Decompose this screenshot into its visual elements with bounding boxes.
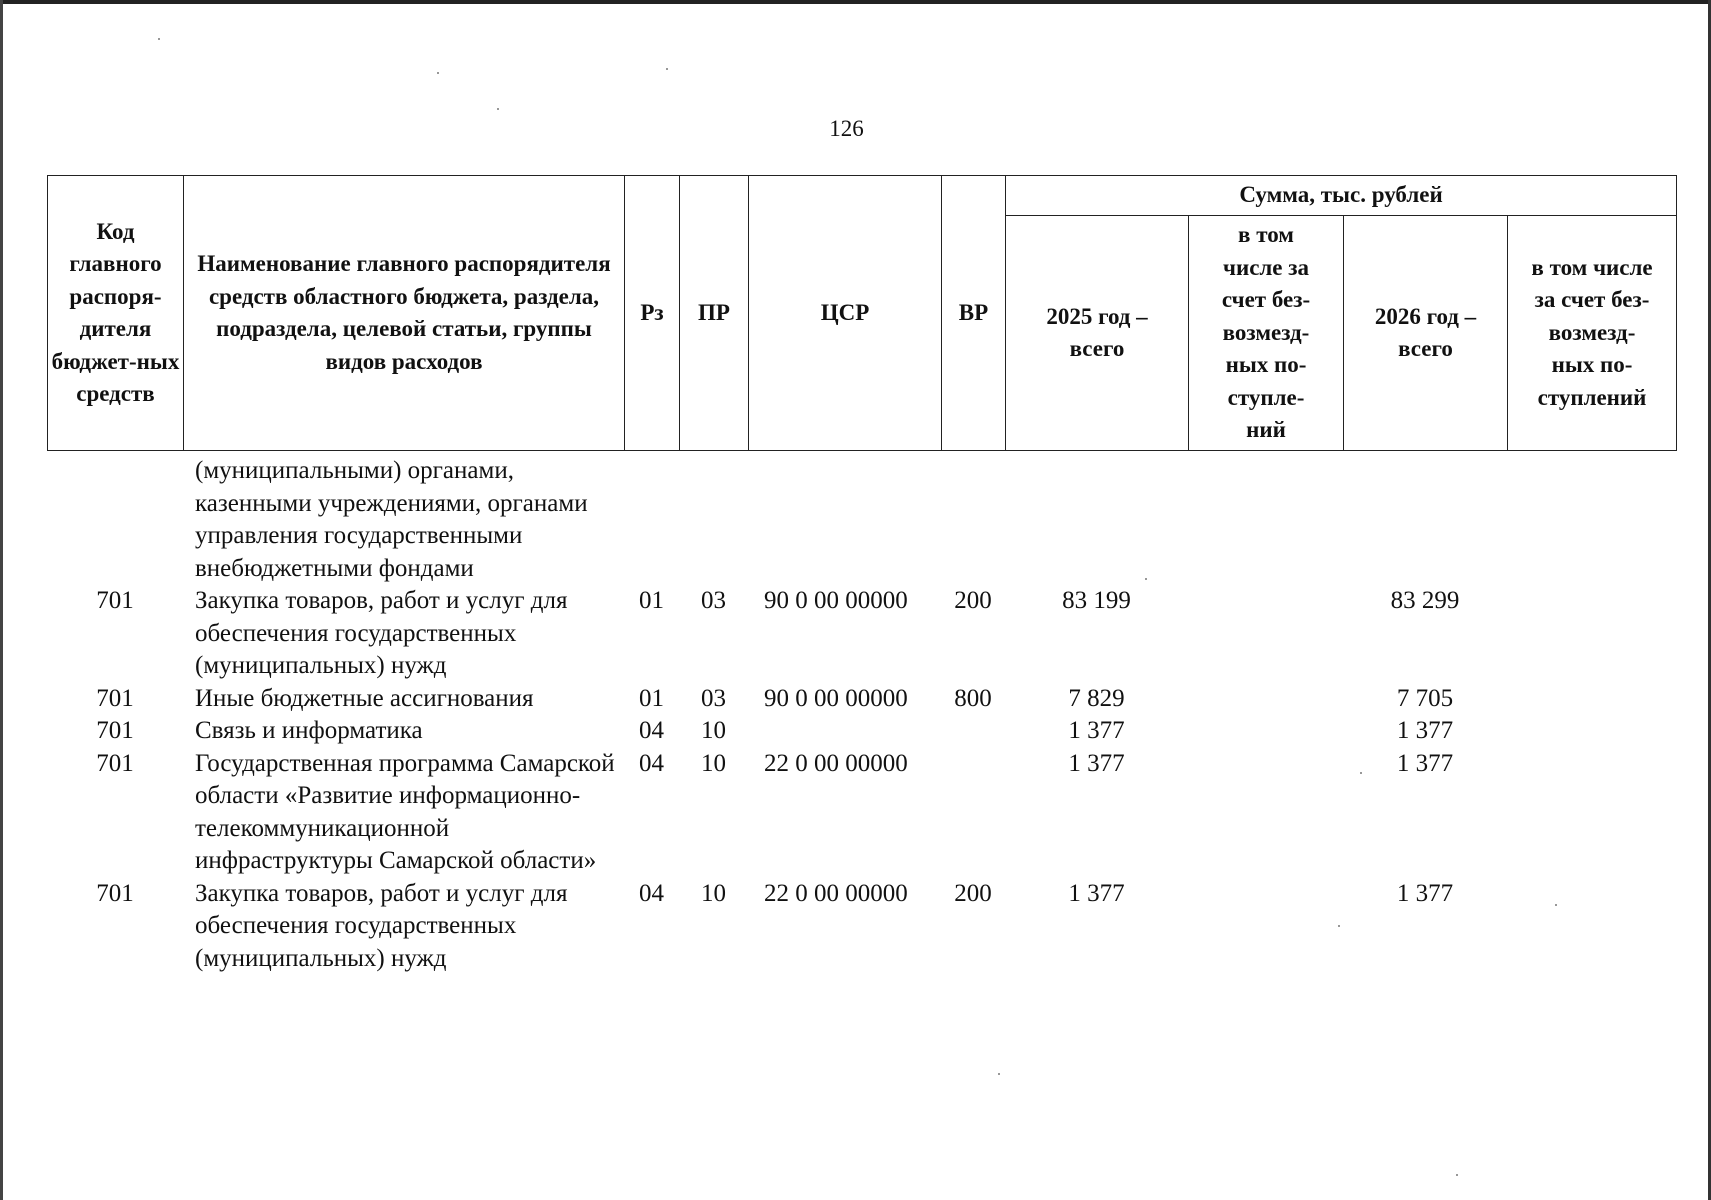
row-code: 701 bbox=[96, 684, 134, 712]
row-csr: 90 0 00 00000 bbox=[764, 684, 908, 712]
row-2025-grants bbox=[1188, 748, 1343, 878]
row-2025-grants bbox=[1188, 585, 1343, 683]
row-name: Государственная программа Самарской области «Развитие информационно-телекоммуникационной инфраструктуры Самарской области» bbox=[195, 749, 615, 874]
row-2026-total: 1 377 bbox=[1396, 749, 1454, 777]
row-rz: 01 bbox=[639, 587, 664, 614]
row-2026-total bbox=[1343, 455, 1507, 585]
scan-speck bbox=[1145, 578, 1147, 580]
scan-edge-top bbox=[0, 0, 1711, 4]
row-rz: 04 bbox=[639, 749, 664, 777]
row-2026-grants bbox=[1507, 878, 1676, 976]
row-pr: 03 bbox=[701, 684, 726, 712]
scan-speck bbox=[158, 38, 160, 40]
row-name: Закупка товаров, работ и услуг для обеспечения государственных (муниципальных) нужд bbox=[195, 879, 568, 972]
header-pr: ПР bbox=[680, 176, 749, 451]
row-csr: 22 0 00 00000 bbox=[764, 749, 908, 777]
scan-speck bbox=[1360, 772, 1362, 774]
row-pr: 10 bbox=[701, 717, 726, 744]
row-name: (муниципальными) органами, казенными учреждениями, органами управления государственными внебюджетными фондами bbox=[195, 457, 588, 582]
header-2026-total: 2026 год – всего bbox=[1344, 216, 1508, 451]
row-2026-grants bbox=[1507, 455, 1676, 585]
scan-speck bbox=[1555, 904, 1557, 906]
row-2026-total: 1 377 bbox=[1396, 717, 1454, 744]
page-number: 126 bbox=[829, 116, 864, 141]
row-2025-total: 83 199 bbox=[1062, 587, 1131, 614]
row-2026-total: 83 299 bbox=[1390, 587, 1460, 614]
scan-speck bbox=[1456, 1174, 1458, 1176]
header-2026-grants: в том числе за счет без-возмезд-ных по-ступлений bbox=[1508, 216, 1677, 451]
row-vr: 800 bbox=[954, 684, 992, 712]
row-2026-grants bbox=[1507, 585, 1676, 683]
header-vr: ВР bbox=[942, 176, 1006, 451]
row-2025-total: 7 829 bbox=[1068, 684, 1125, 712]
row-name: Закупка товаров, работ и услуг для обеспечения государственных (муниципальных) нужд bbox=[195, 587, 568, 679]
row-rz: 01 bbox=[639, 684, 664, 712]
row-csr: 22 0 00 00000 bbox=[764, 879, 908, 907]
table-header bbox=[47, 175, 1677, 451]
row-2025-grants bbox=[1188, 878, 1343, 976]
table-body bbox=[47, 455, 1676, 975]
row-pr: 10 bbox=[701, 879, 726, 907]
row-2026-grants bbox=[1507, 683, 1676, 716]
row-pr: 10 bbox=[701, 749, 726, 777]
row-vr bbox=[941, 455, 1005, 585]
header-name: Наименование главного распорядителя средств областного бюджета, раздела, подраздела, целевой статьи, группы видов расходов bbox=[184, 176, 625, 451]
table-row bbox=[47, 683, 1676, 716]
row-csr bbox=[748, 455, 941, 585]
row-2025-total bbox=[1005, 455, 1188, 585]
scan-edge-left bbox=[0, 0, 3, 1200]
header-rz: Рз bbox=[625, 176, 680, 451]
row-2025-grants bbox=[1188, 715, 1343, 748]
row-code: 701 bbox=[96, 587, 134, 614]
row-pr bbox=[679, 455, 748, 585]
row-vr: 200 bbox=[954, 587, 992, 614]
header-code: Код главного распоря-дителя бюджет-ных средств bbox=[48, 176, 184, 451]
row-vr: 200 bbox=[954, 879, 992, 907]
header-sum-group: Сумма, тыс. рублей bbox=[1006, 176, 1677, 216]
header-2025-total: 2025 год – всего bbox=[1006, 216, 1189, 451]
table-row bbox=[47, 585, 1676, 683]
row-code: 701 bbox=[96, 749, 134, 777]
scan-speck bbox=[1338, 925, 1340, 927]
row-2026-grants bbox=[1507, 748, 1676, 878]
row-code: 701 bbox=[96, 717, 134, 744]
table-row bbox=[47, 878, 1676, 976]
table-row bbox=[47, 455, 1676, 585]
header-2025-grants: в том числе за счет без-возмезд-ных по-ступле-ний bbox=[1189, 216, 1344, 451]
row-code bbox=[47, 455, 183, 585]
row-2026-grants bbox=[1507, 715, 1676, 748]
row-csr: 90 0 00 00000 bbox=[764, 587, 908, 614]
row-2025-total: 1 377 bbox=[1068, 749, 1125, 777]
scan-speck bbox=[497, 108, 499, 110]
row-2025-total: 1 377 bbox=[1068, 717, 1125, 744]
row-rz: 04 bbox=[639, 879, 664, 907]
table-row bbox=[47, 748, 1676, 878]
row-2026-total: 1 377 bbox=[1396, 879, 1454, 907]
row-code: 701 bbox=[96, 879, 134, 907]
row-pr: 03 bbox=[701, 587, 726, 614]
row-2026-total: 7 705 bbox=[1396, 684, 1454, 712]
scan-speck bbox=[998, 1073, 1000, 1075]
row-rz: 04 bbox=[639, 717, 664, 744]
row-2025-total: 1 377 bbox=[1068, 879, 1125, 907]
row-rz bbox=[624, 455, 679, 585]
row-vr bbox=[941, 748, 1005, 878]
header-csr: ЦСР bbox=[749, 176, 942, 451]
row-2025-grants bbox=[1188, 683, 1343, 716]
scan-speck bbox=[437, 72, 439, 74]
budget-table bbox=[47, 175, 1676, 975]
row-2025-grants bbox=[1188, 455, 1343, 585]
row-vr bbox=[941, 715, 1005, 748]
table-row bbox=[47, 715, 1676, 748]
row-name: Иные бюджетные ассигнования bbox=[195, 684, 534, 712]
row-name: Связь и информатика bbox=[195, 717, 423, 744]
row-csr bbox=[748, 715, 941, 748]
scan-speck bbox=[666, 68, 668, 70]
